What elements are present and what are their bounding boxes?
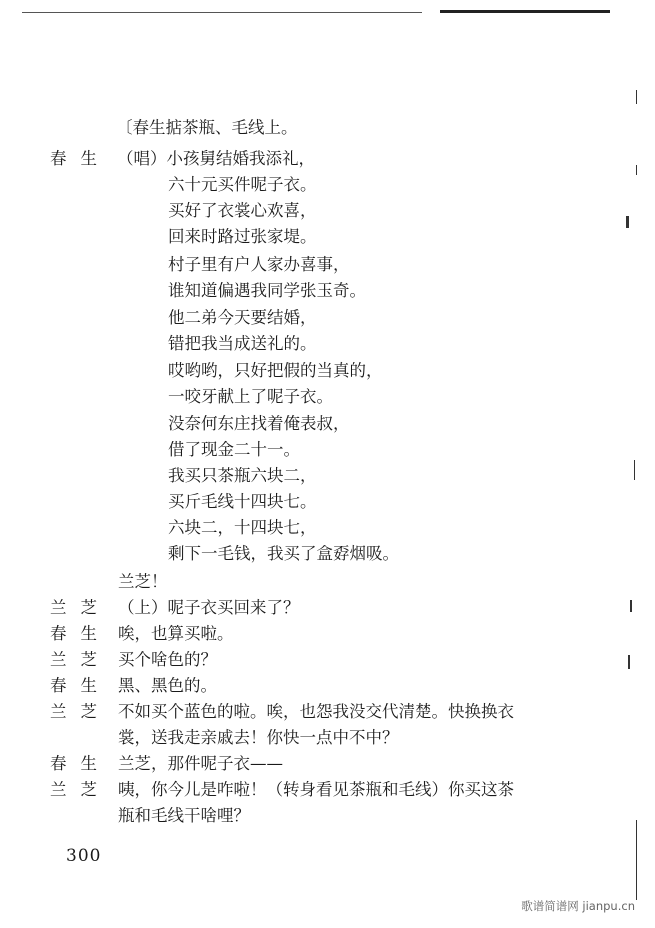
verse-line <box>0 515 655 541</box>
line-text: 买个啥色的？ <box>118 650 217 669</box>
line-text: 谁知道偏遇我同学张玉奇。 <box>168 281 366 300</box>
speaker-name: 兰芝 <box>50 598 111 617</box>
verse-line <box>0 172 655 198</box>
verse-line <box>0 384 655 410</box>
verse-line <box>0 489 655 515</box>
line-text: 买斤毛线十四块七。 <box>168 492 317 511</box>
stage-direction <box>0 115 655 141</box>
line-text: 没奈何东庄找着俺表叔， <box>168 414 350 433</box>
line-text: 哎哟哟，只好把假的当真的， <box>168 361 383 380</box>
dialogue-line <box>0 647 655 673</box>
continuation-line <box>0 803 655 829</box>
line-text: 裳，送我走亲戚去！你快一点中不中？ <box>118 728 399 747</box>
speaker-name: 兰芝 <box>50 702 111 721</box>
line-text: 回来时路过张家堤。 <box>168 227 317 246</box>
speaker-name: 春生 <box>50 149 111 168</box>
line-text: 一咬牙献上了呢子衣。 <box>168 387 333 406</box>
line-text: 兰芝，那件呢子衣—— <box>118 754 283 773</box>
speaker-name: 春生 <box>50 676 111 695</box>
verse-line <box>0 252 655 278</box>
speaker-name: 兰芝 <box>50 650 111 669</box>
page-number: 300 <box>66 846 102 866</box>
line-text: 我买只茶瓶六块二， <box>168 466 317 485</box>
line-text: 唉，也算买啦。 <box>118 624 234 643</box>
line-text: 兰芝！ <box>118 572 168 591</box>
verse-line <box>0 305 655 331</box>
verse-line <box>0 331 655 357</box>
verse-line <box>0 541 655 567</box>
verse-line <box>0 358 655 384</box>
line-text: （唱）小孩舅结婚我添礼， <box>117 149 315 168</box>
line-text: 咦，你今儿是咋啦！（转身看见茶瓶和毛线）你买这茶 <box>118 780 514 799</box>
verse-line <box>0 463 655 489</box>
spoken-line <box>0 569 655 595</box>
line-text: 借了现金二十一。 <box>168 440 300 459</box>
dialogue-line <box>0 595 655 621</box>
line-text: （上）呢子衣买回来了？ <box>118 598 300 617</box>
verse-line <box>0 198 655 224</box>
line-text: 〔春生掂茶瓶、毛线上。 <box>116 118 298 137</box>
speaker-name: 春生 <box>50 754 111 773</box>
dialogue-line <box>0 146 655 172</box>
line-text: 剩下一毛钱，我买了盒孬烟吸。 <box>168 544 399 563</box>
line-text: 六十元买件呢子衣。 <box>168 175 317 194</box>
site-watermark: 歌谱简谱网 jianpu.cn <box>521 899 635 913</box>
line-text: 黑、黑色的。 <box>118 676 217 695</box>
line-text: 村子里有户人家办喜事， <box>168 255 350 274</box>
continuation-line <box>0 725 655 751</box>
dialogue-line <box>0 777 655 803</box>
dialogue-line <box>0 699 655 725</box>
dialogue-line <box>0 751 655 777</box>
dialogue-line <box>0 673 655 699</box>
speaker-name: 春生 <box>50 624 111 643</box>
line-text: 六块二，十四块七， <box>168 518 317 537</box>
line-text: 买好了衣裳心欢喜， <box>168 201 317 220</box>
verse-line <box>0 437 655 463</box>
line-text: 瓶和毛线干啥哩？ <box>118 806 250 825</box>
verse-line <box>0 411 655 437</box>
verse-line <box>0 224 655 250</box>
line-text: 他二弟今天要结婚， <box>168 308 317 327</box>
speaker-name: 兰芝 <box>50 780 111 799</box>
verse-line <box>0 278 655 304</box>
line-text: 错把我当成送礼的。 <box>168 334 317 353</box>
dialogue-line <box>0 621 655 647</box>
line-text: 不如买个蓝色的啦。唉，也怨我没交代清楚。快换换衣 <box>118 702 514 721</box>
